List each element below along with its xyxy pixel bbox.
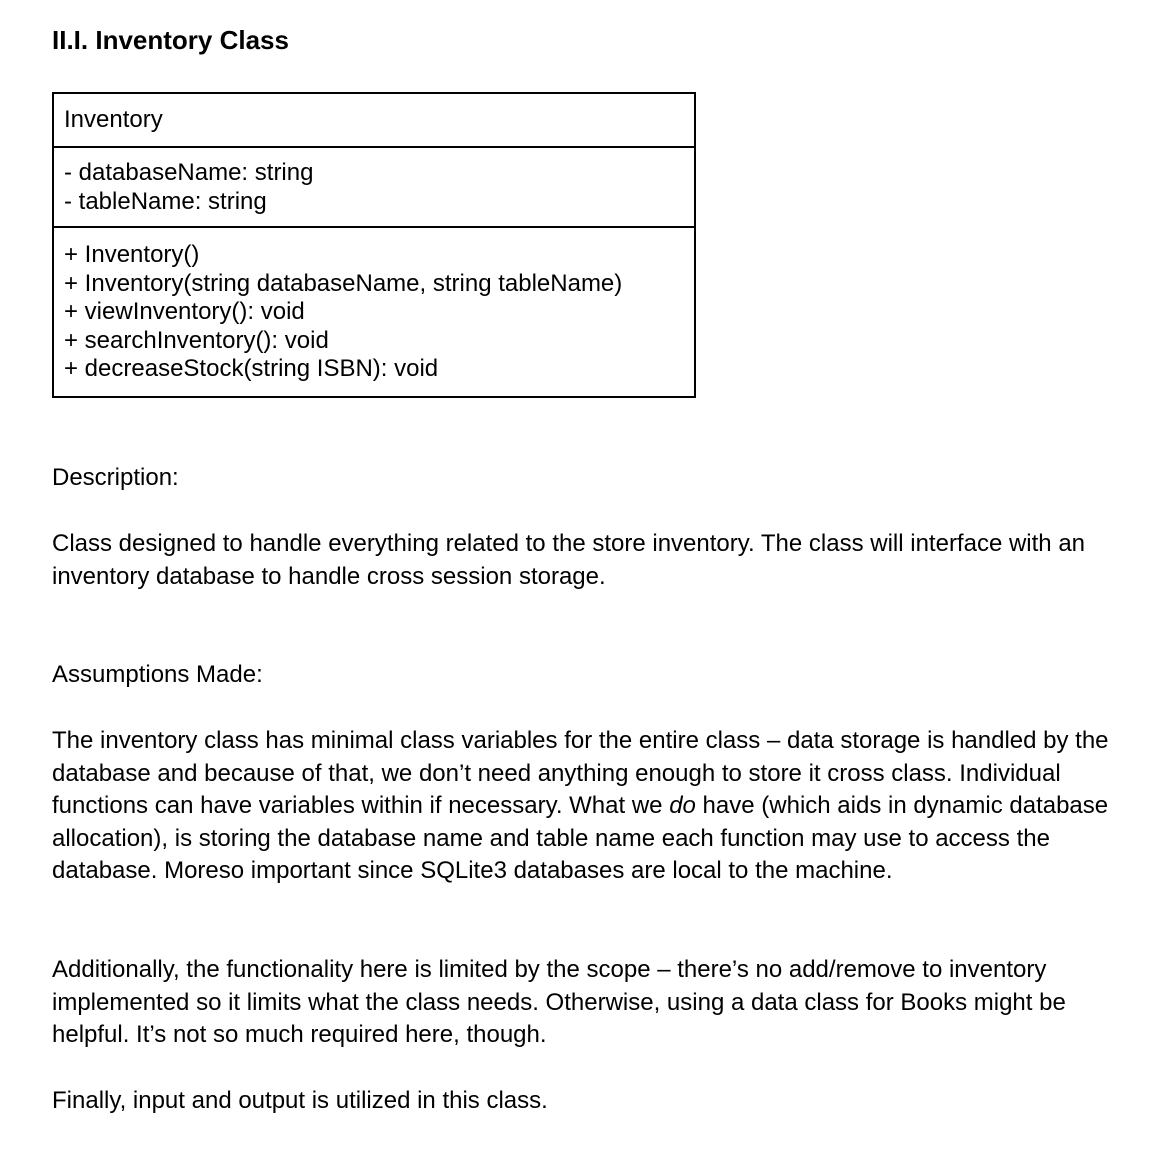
assumptions-paragraph-2: Additionally, the functionality here is limited by the scope – there’s no add/remove to inventory implemented so it limits what the class needs. Otherwise, using a data class for Books might be helpful. It’s not so much required here, though. xyxy=(52,956,1066,1049)
section-heading: II.I. Inventory Class xyxy=(52,25,289,55)
assumptions-paragraph-1-before: The inventory class has minimal class variables for the entire class – data storage is handled by the database and because of that, we don’t need anything enough to store it cross class. Individual functions can have variables within if necessary. What we xyxy=(52,727,1109,820)
description-text: Class designed to handle everything related to the store inventory. The class will interface with an inventory database to handle cross session storage. xyxy=(52,530,1086,590)
uml-method: + Inventory() xyxy=(64,241,200,268)
uml-method: + viewInventory(): void xyxy=(64,298,305,326)
uml-method: + Inventory(string databaseName, string tableName) xyxy=(64,269,623,297)
uml-method: + decreaseStock(string ISBN): void xyxy=(64,355,439,383)
assumptions-paragraph-3: Finally, input and output is utilized in this class. xyxy=(52,1087,548,1114)
assumptions-label: Assumptions Made: xyxy=(52,661,263,688)
uml-attribute: - tableName: string xyxy=(64,187,267,215)
uml-methods-compartment xyxy=(54,228,694,396)
uml-attribute: - databaseName: string xyxy=(64,159,314,186)
assumptions-paragraph-1-emphasis: do xyxy=(669,792,696,820)
assumptions-paragraph-1-after: have (which aids in dynamic database allocation), is storing the database name and table name each function may use to access the database. Moreso important since SQLite3 databases are local to the machine. xyxy=(52,792,1109,885)
uml-class-diagram xyxy=(52,92,696,398)
description-label: Description: xyxy=(52,464,179,491)
uml-class-name-compartment xyxy=(54,94,694,148)
assumptions-paragraph-1 xyxy=(52,725,1112,888)
uml-attributes-compartment xyxy=(54,148,694,228)
uml-method: + searchInventory(): void xyxy=(64,326,329,354)
uml-class-name: Inventory xyxy=(64,105,163,133)
